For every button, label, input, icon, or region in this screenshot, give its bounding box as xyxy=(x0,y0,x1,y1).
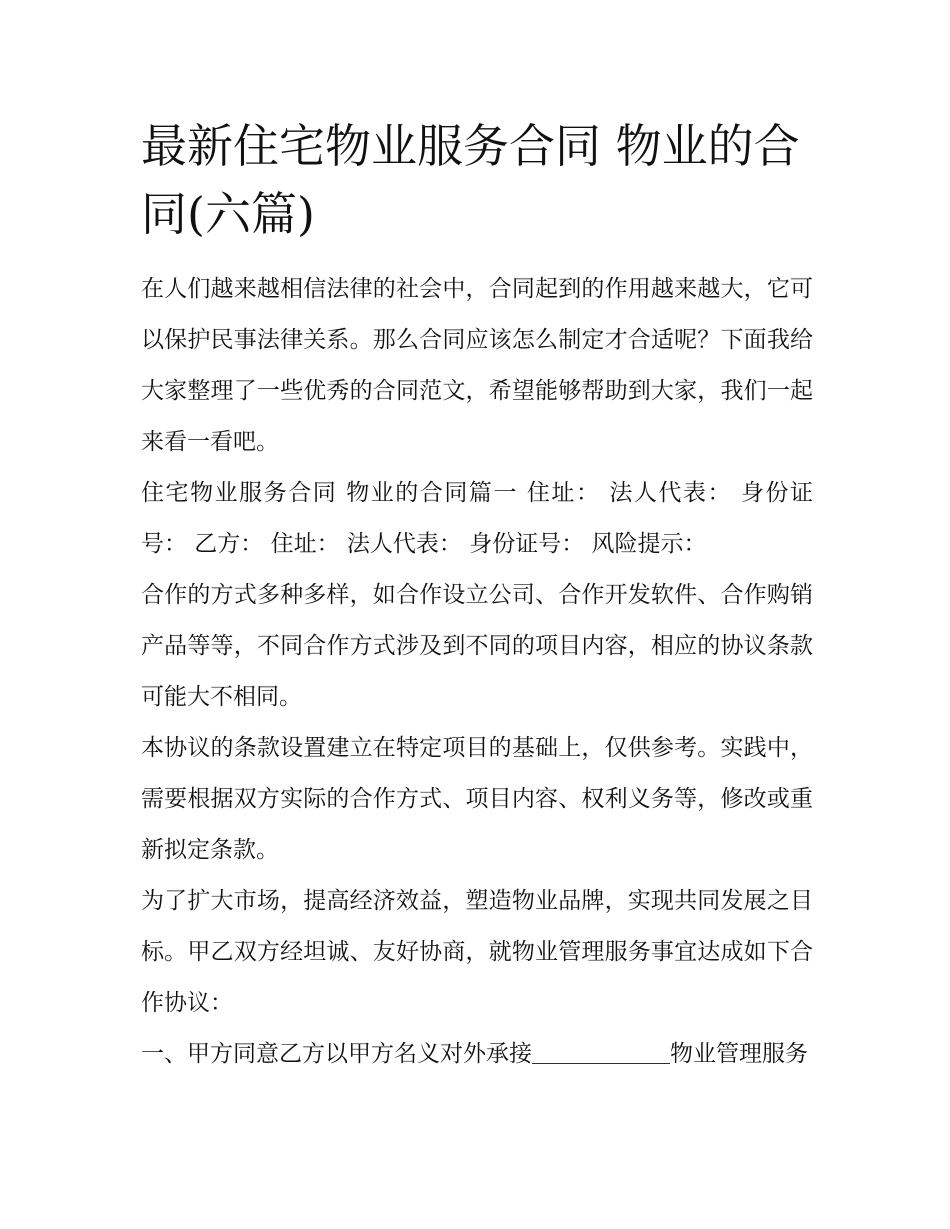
paragraph-intro: 在人们越来越相信法律的社会中，合同起到的作用越来越大，它可以保护民事法律关系。那么合同应该怎么制定才合适呢？下面我给大家整理了一些优秀的合同范文，希望能够帮助到大家，我们一起来看一看吧。 xyxy=(141,276,813,455)
paragraph-clause-one: 一、甲方同意乙方以甲方名义对外承接＿＿＿＿＿＿物业管理服务 xyxy=(141,1041,808,1067)
paragraph-risk-cooperation: 合作的方式多种多样，如合作设立公司、合作开发软件、合作购销产品等等，不同合作方式涉及到不同的项目内容，相应的协议条款可能大不相同。 xyxy=(141,582,813,710)
document-title: 最新住宅物业服务合同 物业的合同(六篇) xyxy=(141,119,800,241)
paragraph-purpose: 为了扩大市场，提高经济效益，塑造物业品牌，实现共同发展之目标。甲乙双方经坦诚、友好协商，就物业管理服务事宜达成如下合作协议： xyxy=(141,888,813,1016)
document-content xyxy=(141,112,813,1080)
paragraph-risk-reference: 本协议的条款设置建立在特定项目的基础上，仅供参考。实践中，需要根据双方实际的合作方式、项目内容、权利义务等，修改或重新拟定条款。 xyxy=(141,735,813,863)
paragraph-parties: 住宅物业服务合同 物业的合同篇一 住址： 法人代表： 身份证号： 乙方： 住址： 法人代表： 身份证号： 风险提示： xyxy=(141,480,813,557)
document-body xyxy=(141,264,813,1080)
